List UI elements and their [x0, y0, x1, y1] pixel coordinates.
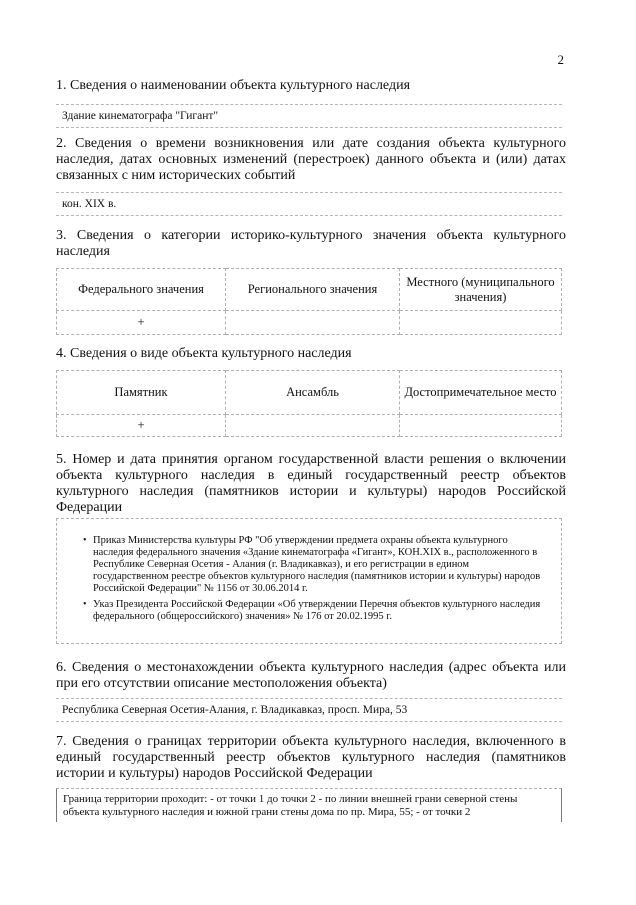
- type-mark-monument: +: [57, 415, 226, 437]
- bullet-icon: •: [83, 535, 87, 546]
- section-2-title: 2. Сведения о времени возникновения или дате создания объекта культурного наследия, датах основных изменений (перестроек) данного объекта и (или) датах связанных с ним исторических событий: [56, 136, 566, 183]
- section-7-title: 7. Сведения о границах территории объекта культурного наследия, включенного в единый государственный реестр объектов культурного наследия (памятников истории и культуры) народов Российской Федерации: [56, 734, 566, 781]
- category-header-regional: Регионального значения: [226, 269, 400, 311]
- boundaries-box: [56, 788, 562, 822]
- object-name-value: Здание кинематографа "Гигант": [62, 110, 219, 122]
- category-mark-regional: [226, 311, 400, 335]
- type-header-landmark: Достопримечательное место: [400, 371, 562, 415]
- type-mark-ensemble: [226, 415, 400, 437]
- registry-decision-text: Указ Президента Российской Федерации «Об утверждении Перечня объектов культурного наследия федерального (общероссийского) значения» № 176 от 20.02.1995 г.: [93, 599, 541, 622]
- section-5-title: 5. Номер и дата принятия органом государственной власти решения о включении объекта культурного наследия в единый государственный реестр объектов культурного наследия (памятников истории и культуры) народов Российской Федерации: [56, 452, 566, 515]
- bullet-icon: •: [83, 599, 87, 610]
- section-3-title: 3. Сведения о категории историко-культурного значения объекта культурного наследия: [56, 228, 566, 259]
- section-4-title: 4. Сведения о виде объекта культурного наследия: [56, 346, 352, 361]
- list-item: [83, 535, 543, 595]
- type-header-monument: Памятник: [57, 371, 226, 415]
- type-header-ensemble: Ансамбль: [226, 371, 400, 415]
- section-6-field: [56, 698, 562, 722]
- category-mark-local: [400, 311, 562, 335]
- page-number: 2: [557, 52, 564, 67]
- registry-decision-list: [83, 535, 543, 627]
- boundaries-value: Граница территории проходит: - от точки 1 до точки 2 - по линии внешней грани северной стены объекта культурного наследия и южной грани стены дома по пр. Мира, 55; - от точки 2: [63, 793, 518, 818]
- category-header-local: Местного (муниципального значения): [400, 269, 562, 311]
- section-1-field: [56, 104, 562, 128]
- category-header-federal: Федерального значения: [57, 269, 226, 311]
- category-mark-federal: +: [57, 311, 226, 335]
- address-value: Республика Северная Осетия-Алания, г. Владикавказ, просп. Мира, 53: [62, 704, 408, 716]
- category-table: [56, 268, 562, 335]
- type-table: [56, 370, 562, 437]
- section-1-title: 1. Сведения о наименовании объекта культурного наследия: [56, 78, 411, 93]
- section-6-title: 6. Сведения о местонахождении объекта культурного наследия (адрес объекта или при его отсутствии описание местоположения объекта): [56, 660, 566, 691]
- list-item: [83, 599, 543, 623]
- registry-decision-text: Приказ Министерства культуры РФ "Об утверждении предмета охраны объекта культурного наследия федерального значения «Здание кинематографа «Гигант», КОН.XIX в., расположенного в Республике Северная Осетия - Алания (г. Владикавказ), и его регистрации в едином государственном реестре объектов культурного наследия (памятников истории и культуры) народов Российской Федерации" № 1156 от 30.06.2014 г.: [93, 535, 541, 594]
- type-mark-landmark: [400, 415, 562, 437]
- section-2-field: [56, 192, 562, 216]
- creation-date-value: кон. XIX в.: [62, 198, 117, 210]
- registry-decision-box: [56, 518, 562, 644]
